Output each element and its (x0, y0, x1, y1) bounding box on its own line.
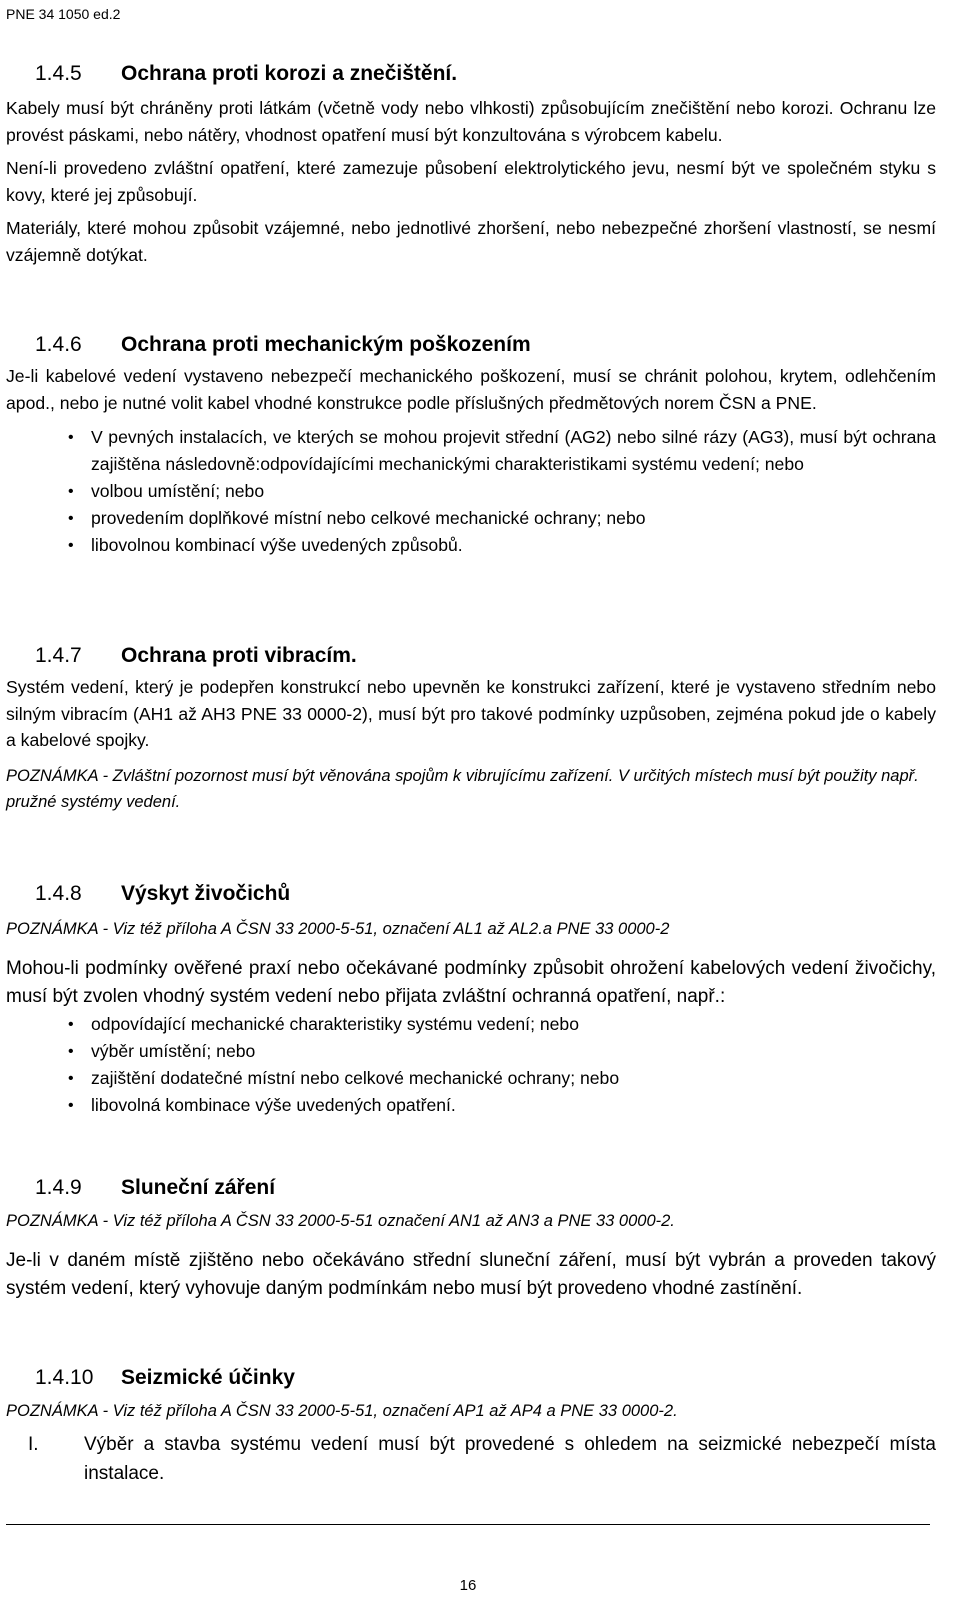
list-item: • libovolná kombinace výše uvedených opatření. (6, 1092, 936, 1119)
section-heading (6, 1366, 936, 1390)
section-heading (6, 882, 936, 906)
list-item: • provedením doplňkové místní nebo celkové mechanické ochrany; nebo (6, 505, 936, 532)
section-title: Výskyt živočichů (121, 882, 291, 905)
list-item: • výběr umístění; nebo (6, 1038, 936, 1065)
section-1-4-7 (6, 644, 936, 815)
note: POZNÁMKA - Viz též příloha A ČSN 33 2000-5-51 označení AN1 až AN3 a PNE 33 0000-2. (6, 1212, 675, 1230)
section-1-4-8 (6, 882, 936, 1119)
paragraph: Mohou-li podmínky ověřené praxí nebo očekávané podmínky způsobit ohrožení kabelových vedení živočichy, musí být zvolen vhodný systém vedení nebo přijata zvláštní ochranná opatření, např.: (6, 958, 936, 1007)
section-1-4-10 (6, 1366, 936, 1488)
paragraph: Systém vedení, který je podepřen konstrukcí nebo upevněn ke konstrukci zařízení, které je vystaveno středním nebo silným vibracím (AH1 až AH3 PNE 33 0000-2), musí být pro takové podmínky uzpůsoben, zejména pokud jde o kabely a kabelové spojky. (6, 677, 936, 751)
section-title: Seizmické účinky (121, 1366, 295, 1389)
list-item: • libovolnou kombinací výše uvedených způsobů. (6, 532, 936, 559)
list-item: • V pevných instalacích, ve kterých se mohou projevit střední (AG2) nebo silné rázy (AG3), musí být ochrana zajištěna následovně:odpovídajícími mechanickými charakteristikami systému vedení; nebo (6, 424, 936, 478)
section-heading (6, 644, 936, 668)
list-item: • odpovídající mechanické charakteristiky systému vedení; nebo (6, 1011, 936, 1038)
document-header: PNE 34 1050 ed.2 (6, 6, 121, 22)
note: POZNÁMKA - Viz též příloha A ČSN 33 2000-5-51, označení AL1 až AL2.a PNE 33 0000-2 (6, 920, 670, 938)
section-heading (6, 1176, 936, 1200)
section-1-4-5 (6, 62, 936, 269)
section-heading (6, 333, 936, 357)
footer-divider (6, 1524, 930, 1525)
list-item: • zajištění dodatečné místní nebo celkové mechanické ochrany; nebo (6, 1065, 936, 1092)
section-number: 1.4.5 (35, 62, 82, 85)
section-number: 1.4.7 (35, 644, 82, 667)
section-number: 1.4.6 (35, 333, 82, 356)
section-title: Ochrana proti vibracím. (121, 644, 357, 667)
section-number: 1.4.9 (35, 1176, 82, 1199)
paragraph: Kabely musí být chráněny proti látkám (včetně vody nebo vlhkosti) způsobujícím znečištění nebo korozi. Ochranu lze provést páskami, nebo nátěry, vhodnost opatření musí být konzultována s výrobcem kabelu. (6, 98, 936, 145)
section-1-4-9 (6, 1176, 936, 1303)
list-item-text: Výběr a stavba systému vedení musí být provedené s ohledem na seizmické nebezpečí místa instalace. (84, 1434, 936, 1484)
section-1-4-6 (6, 333, 936, 559)
section-title: Sluneční záření (121, 1176, 276, 1199)
paragraph: Je-li kabelové vedení vystaveno nebezpečí mechanického poškození, musí se chránit polohou, krytem, odlehčením apod., nebo je nutné volit kabel vhodné konstrukce podle příslušných předmětových norem ČSN a PNE. (6, 366, 936, 413)
list-item: • volbou umístění; nebo (6, 478, 936, 505)
bullet-list (6, 424, 936, 559)
page-number: 16 (459, 1577, 477, 1594)
bullet-list (6, 1011, 936, 1119)
note: POZNÁMKA - Zvláštní pozornost musí být věnována spojům k vibrujícímu zařízení. V určitých místech musí být použity např. pružné systémy vedení. (6, 766, 919, 811)
paragraph: Materiály, které mohou způsobit vzájemné, nebo jednotlivé zhoršení, nebo nebezpečné zhoršení vlastností, se nesmí vzájemně dotýkat. (6, 218, 936, 265)
section-number: 1.4.8 (35, 882, 82, 905)
section-title: Ochrana proti mechanickým poškozením (121, 333, 531, 356)
section-title: Ochrana proti korozi a znečištění. (121, 62, 458, 85)
note: POZNÁMKA - Viz též příloha A ČSN 33 2000-5-51, označení AP1 až AP4 a PNE 33 0000-2. (6, 1402, 678, 1420)
list-item (6, 1430, 936, 1488)
paragraph: Je-li v daném místě zjištěno nebo očekáváno střední sluneční záření, musí být vybrán a proveden takový systém vedení, který vyhovuje daným podmínkám nebo musí být provedeno vhodné zastínění. (6, 1250, 936, 1299)
section-heading (6, 62, 936, 86)
list-item-label: I. (28, 1434, 39, 1455)
section-number: 1.4.10 (35, 1366, 94, 1389)
paragraph: Není-li provedeno zvláštní opatření, které zamezuje působení elektrolytického jevu, nesmí být ve společném styku s kovy, které jej způsobují. (6, 158, 936, 205)
